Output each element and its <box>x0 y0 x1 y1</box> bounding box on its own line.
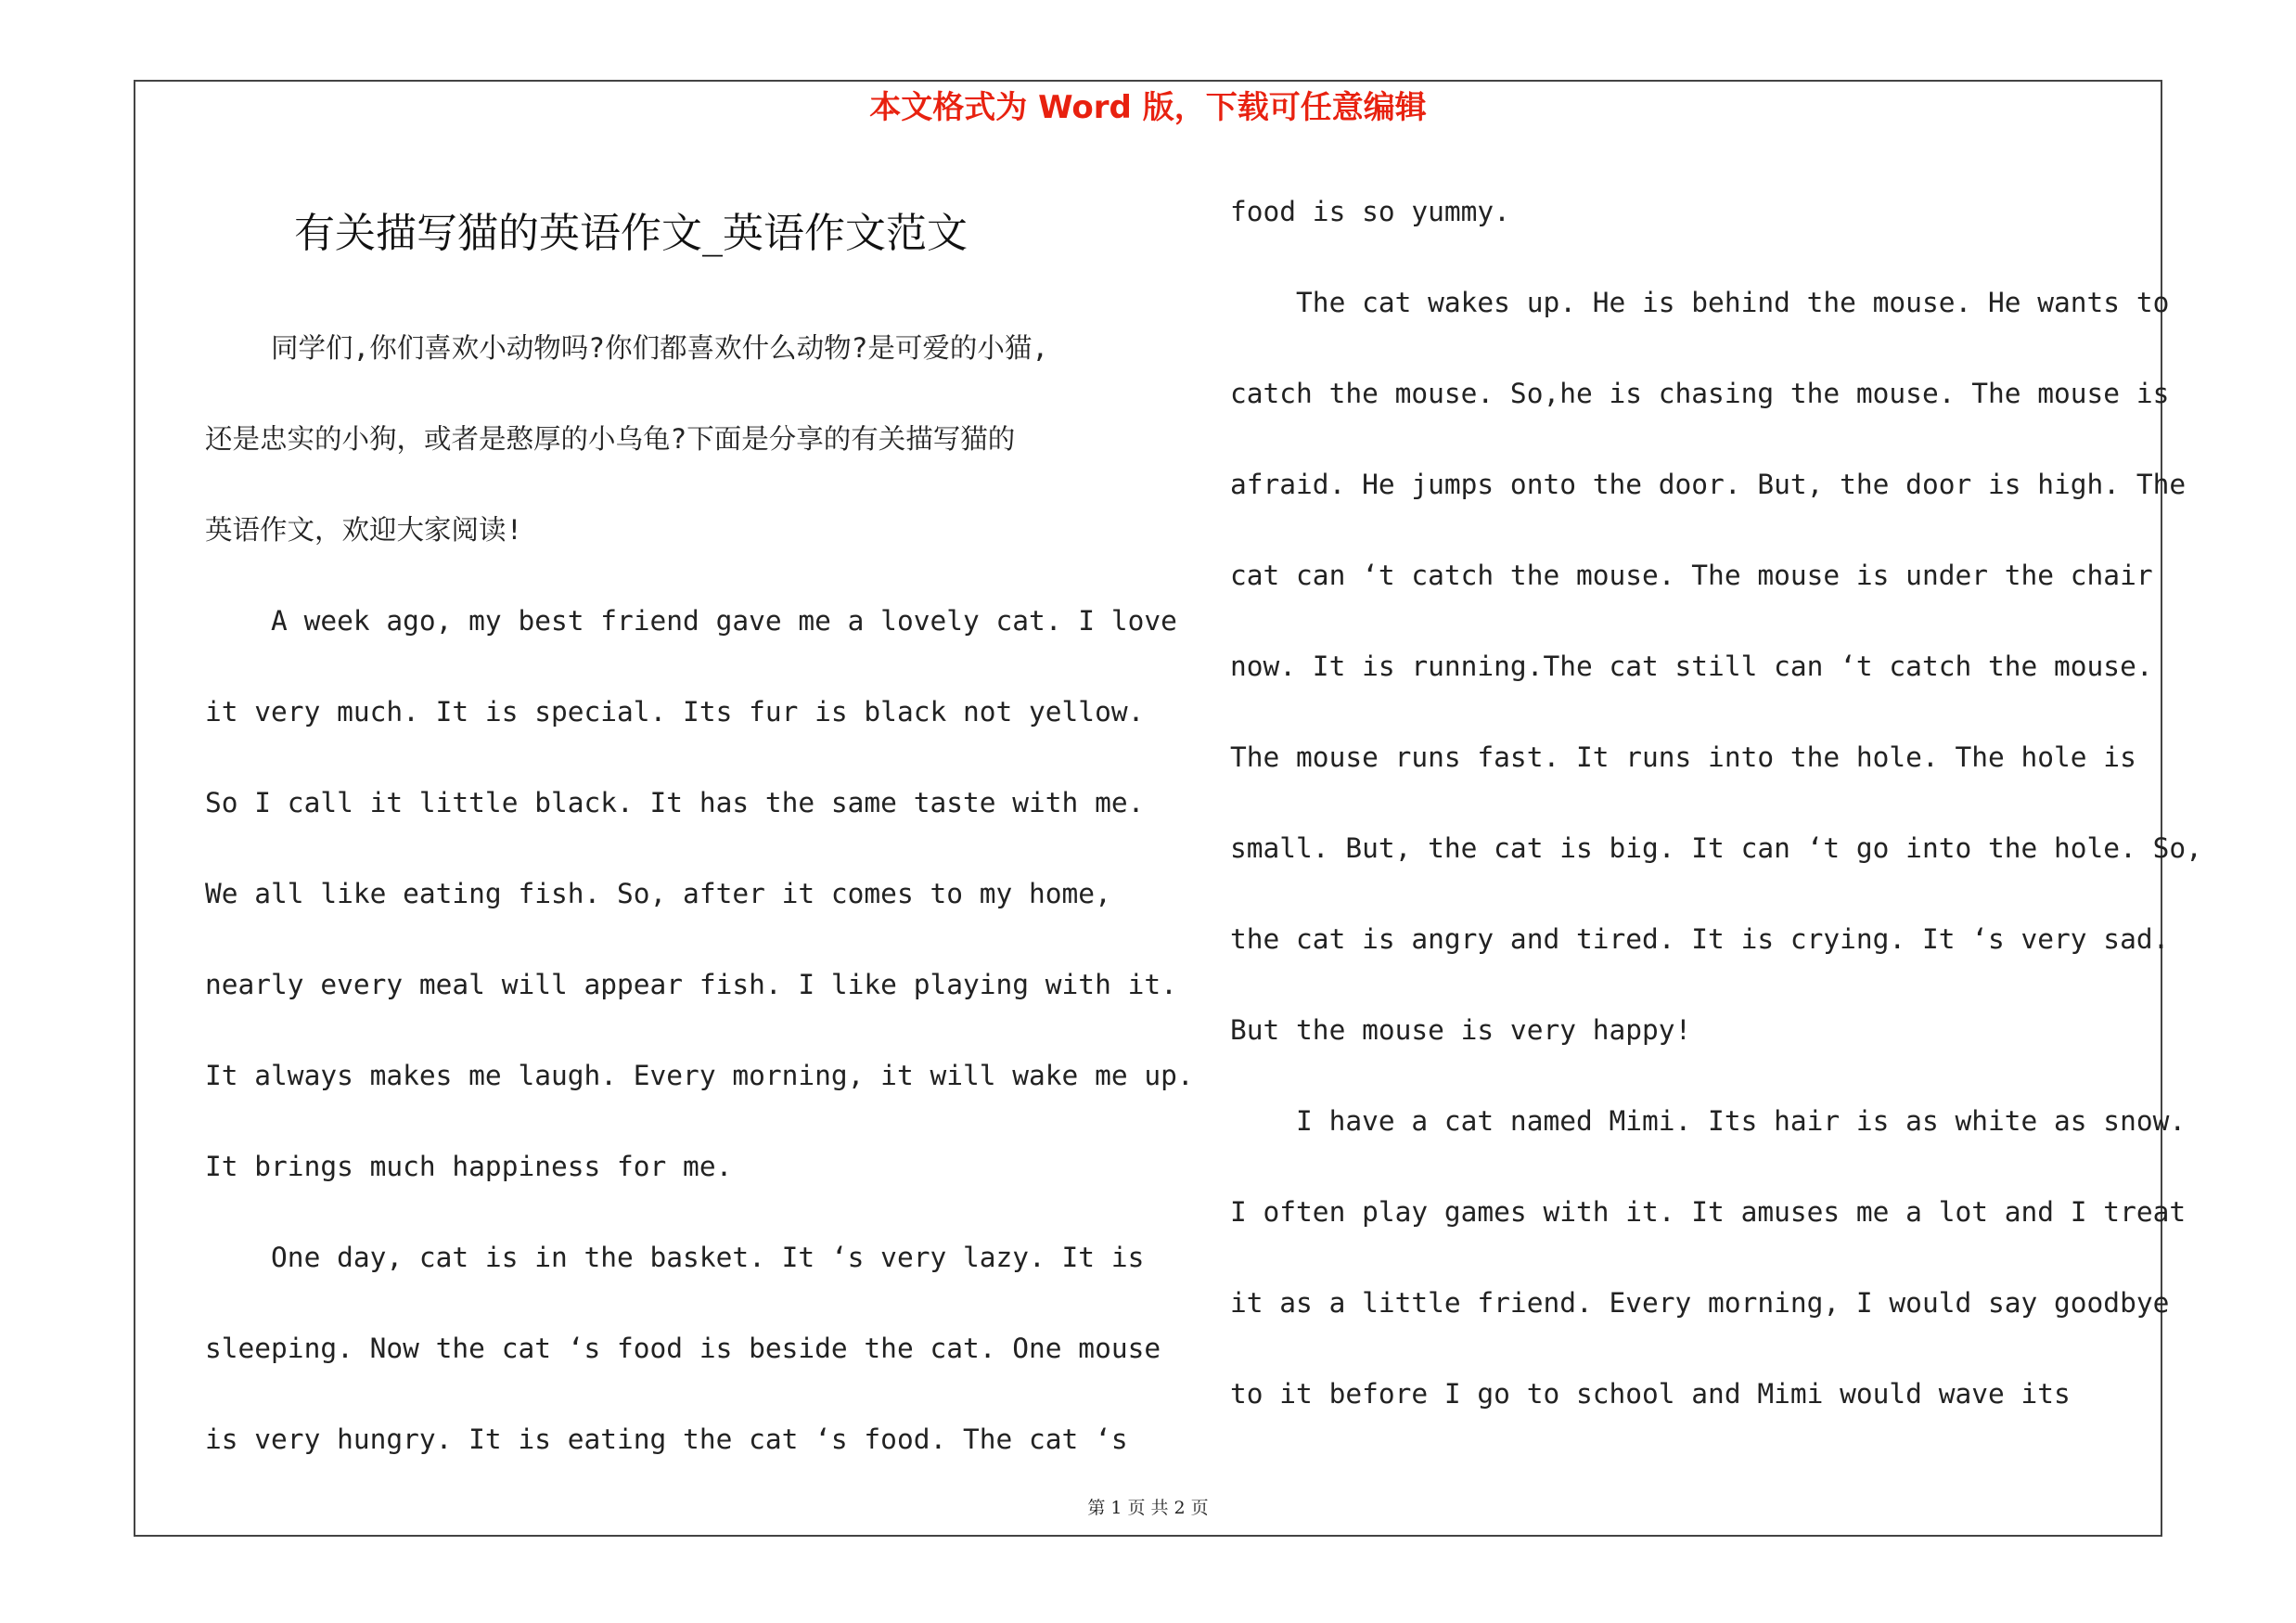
text-line: the cat is angry and tired. It is crying. It ‘s very sad. <box>1230 923 2170 955</box>
text-line: small. But, the cat is big. It can ‘t go into the hole. So, <box>1230 832 2202 864</box>
text-line: The cat wakes up. He is behind the mouse. He wants to <box>1230 287 2170 318</box>
text-line: But the mouse is very happy! <box>1230 1014 1692 1046</box>
text-line: One day, cat is in the basket. It ‘s very lazy. It is <box>205 1242 1145 1273</box>
text-line: it very much. It is special. Its fur is black not yellow. <box>205 696 1145 728</box>
text-line: We all like eating fish. So, after it comes to my home, <box>205 878 1111 909</box>
text-line: A week ago, my best friend gave me a lovely cat. I love <box>205 605 1177 637</box>
text-line: So I call it little black. It has the same taste with me. <box>205 787 1145 818</box>
page-number-footer: 第 1 页 共 2 页 <box>1087 1498 1209 1518</box>
text-line: It always makes me laugh. Every morning, it will wake me up. <box>205 1060 1194 1091</box>
text-line: It brings much happiness for me. <box>205 1151 733 1182</box>
text-line: catch the mouse. So,he is chasing the mouse. The mouse is <box>1230 378 2170 409</box>
document-title: 有关描写猫的英语作文_英语作文范文 <box>294 210 968 257</box>
text-line: it as a little friend. Every morning, I would say goodbye <box>1230 1287 2170 1319</box>
text-line: now. It is running.The cat still can ‘t catch the mouse. <box>1230 650 2153 682</box>
text-line: to it before I go to school and Mimi would wave its <box>1230 1378 2071 1410</box>
text-line: nearly every meal will appear fish. I like playing with it. <box>205 969 1177 1000</box>
text-line: 还是忠实的小狗，或者是憨厚的小乌龟?下面是分享的有关描写猫的 <box>205 423 1016 455</box>
text-line: The mouse runs fast. It runs into the hole. The hole is <box>1230 741 2136 773</box>
text-line: cat can ‘t catch the mouse. The mouse is under the chair <box>1230 560 2153 591</box>
text-line: 同学们,你们喜欢小动物吗?你们都喜欢什么动物?是可爱的小猫, <box>205 332 1049 364</box>
text-line: 英语作文，欢迎大家阅读! <box>205 514 523 546</box>
text-line: is very hungry. It is eating the cat ‘s food. The cat ‘s <box>205 1423 1128 1455</box>
text-line: sleeping. Now the cat ‘s food is beside the cat. One mouse <box>205 1333 1161 1364</box>
text-line: afraid. He jumps onto the door. But, the door is high. The <box>1230 469 2187 500</box>
format-banner: 本文格式为 Word 版，下载可任意编辑 <box>869 89 1427 126</box>
text-line: food is so yummy. <box>1230 196 1510 227</box>
text-line: I have a cat named Mimi. Its hair is as white as snow. <box>1230 1105 2187 1137</box>
text-line: I often play games with it. It amuses me a lot and I treat <box>1230 1196 2187 1228</box>
